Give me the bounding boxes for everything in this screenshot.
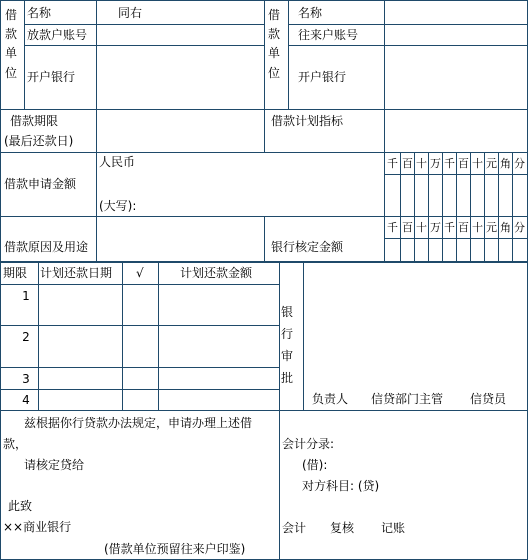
approval-signer-credit-manager: 信贷部门主管 <box>371 392 444 406</box>
amount-capital-label: (大写): <box>99 199 137 213</box>
lender-vlabel-4: 位 <box>4 66 17 80</box>
borrower-vlabel-3: 单 <box>267 46 280 60</box>
rule <box>288 24 528 25</box>
approval-vlabel-2: 行 <box>280 327 293 341</box>
lender-vlabel-1: 借 <box>4 8 17 22</box>
approved-amount-label: 银行核定金额 <box>271 240 344 254</box>
rule <box>0 284 280 285</box>
borrower-vlabel-4: 位 <box>267 66 280 80</box>
rule <box>24 24 264 25</box>
rule <box>0 367 280 368</box>
approval-vlabel-3: 审 <box>280 349 293 363</box>
lender-bank-label: 开户银行 <box>27 70 76 84</box>
purpose-label: 借款原因及用途 <box>4 240 89 254</box>
application-text-line1: 兹根据你行贷款办法规定，申请办理上述借 <box>24 416 253 430</box>
rule <box>384 0 385 109</box>
digit-unit-ten-1: 十 <box>416 221 426 234</box>
lender-name-value[interactable]: 同右 <box>118 6 143 20</box>
accounting-signer-reviewer: 复核 <box>330 521 355 535</box>
lender-name-label: 名称 <box>27 6 52 20</box>
rule <box>0 0 1 560</box>
repay-header-date: 计划还款日期 <box>40 266 113 280</box>
rule <box>96 152 97 216</box>
accounting-credit-label: 对方科目: (贷) <box>302 479 380 493</box>
repay-row-number: 2 <box>22 330 30 344</box>
approval-signer-head: 负责人 <box>312 392 349 406</box>
digit-unit-tenthousand: 万 <box>430 157 440 170</box>
digit-unit-hundred-1: 百 <box>402 221 412 234</box>
rule <box>24 0 25 109</box>
borrower-name-label: 名称 <box>298 6 323 20</box>
borrower-vlabel-2: 款 <box>267 27 280 41</box>
rule <box>0 261 528 263</box>
repay-header-check: √ <box>136 266 144 280</box>
amount-label: 借款申请金额 <box>4 177 77 191</box>
rule <box>0 410 528 411</box>
rule <box>384 109 385 152</box>
lender-vlabel-3: 单 <box>4 46 17 60</box>
application-seal-note: (借款单位预留往来户印鉴) <box>104 542 246 556</box>
term-label: 借款期限 <box>10 114 59 128</box>
rule <box>122 262 123 410</box>
rule <box>24 45 264 46</box>
rule <box>288 0 289 109</box>
term-sublabel: (最后还款日) <box>4 134 74 148</box>
lender-account-label: 放款户账号 <box>27 28 88 42</box>
digit-unit-fen: 分 <box>514 221 524 234</box>
digit-unit-yuan: 元 <box>486 157 496 170</box>
digit-unit-jiao: 角 <box>500 157 510 170</box>
application-bank-name: ××商业银行 <box>3 520 72 534</box>
repay-header-period: 期限 <box>3 266 28 280</box>
lender-vlabel-2: 款 <box>4 27 17 41</box>
borrower-bank-label: 开户银行 <box>298 70 347 84</box>
digit-unit-ten-2: 十 <box>472 221 482 234</box>
approval-signer-loan-officer: 信贷员 <box>470 392 507 406</box>
plan-index-label: 借款计划指标 <box>271 114 344 128</box>
digit-unit-hundred-2: 百 <box>458 157 468 170</box>
accounting-debit-label: (借): <box>302 458 328 472</box>
rule <box>264 216 265 261</box>
rule <box>288 45 528 46</box>
rule <box>96 0 97 109</box>
digit-unit-thousand-2: 千 <box>444 221 454 234</box>
rule <box>0 389 280 390</box>
accounting-signer-accountant: 会计 <box>282 521 307 535</box>
repay-header-amount: 计划还款金额 <box>180 266 253 280</box>
borrower-account-label: 往来户账号 <box>298 28 359 42</box>
rule <box>264 0 265 153</box>
digit-unit-thousand-2: 千 <box>444 157 454 170</box>
digit-unit-thousand-1: 千 <box>387 157 397 170</box>
rule <box>38 262 39 410</box>
digit-unit-hundred-1: 百 <box>402 157 412 170</box>
digit-unit-tenthousand: 万 <box>430 221 440 234</box>
digit-unit-fen: 分 <box>514 157 524 170</box>
currency-label: 人民币 <box>99 155 136 169</box>
borrower-vlabel-1: 借 <box>267 8 280 22</box>
digit-unit-jiao: 角 <box>500 221 510 234</box>
digit-unit-yuan: 元 <box>486 221 496 234</box>
rule <box>96 216 97 261</box>
application-text-line3: 请核定贷给 <box>24 458 85 472</box>
approval-vlabel-1: 银 <box>280 305 293 319</box>
accounting-entry-label: 会计分录: <box>282 437 335 451</box>
accounting-signer-bookkeeper: 记账 <box>381 521 406 535</box>
rule <box>0 325 280 326</box>
digit-unit-ten-2: 十 <box>472 157 482 170</box>
application-text-line2: 款， <box>3 437 28 451</box>
rule <box>303 262 304 410</box>
digit-unit-ten-1: 十 <box>416 157 426 170</box>
rule <box>158 262 159 410</box>
digit-unit-hundred-2: 百 <box>458 221 468 234</box>
application-closing: 此致 <box>8 499 33 513</box>
repay-row-number: 4 <box>22 393 30 407</box>
repay-row-number: 3 <box>22 372 30 386</box>
rule <box>96 109 97 152</box>
digit-unit-thousand-1: 千 <box>387 221 397 234</box>
approval-vlabel-4: 批 <box>280 371 293 385</box>
repay-row-number: 1 <box>22 289 30 303</box>
